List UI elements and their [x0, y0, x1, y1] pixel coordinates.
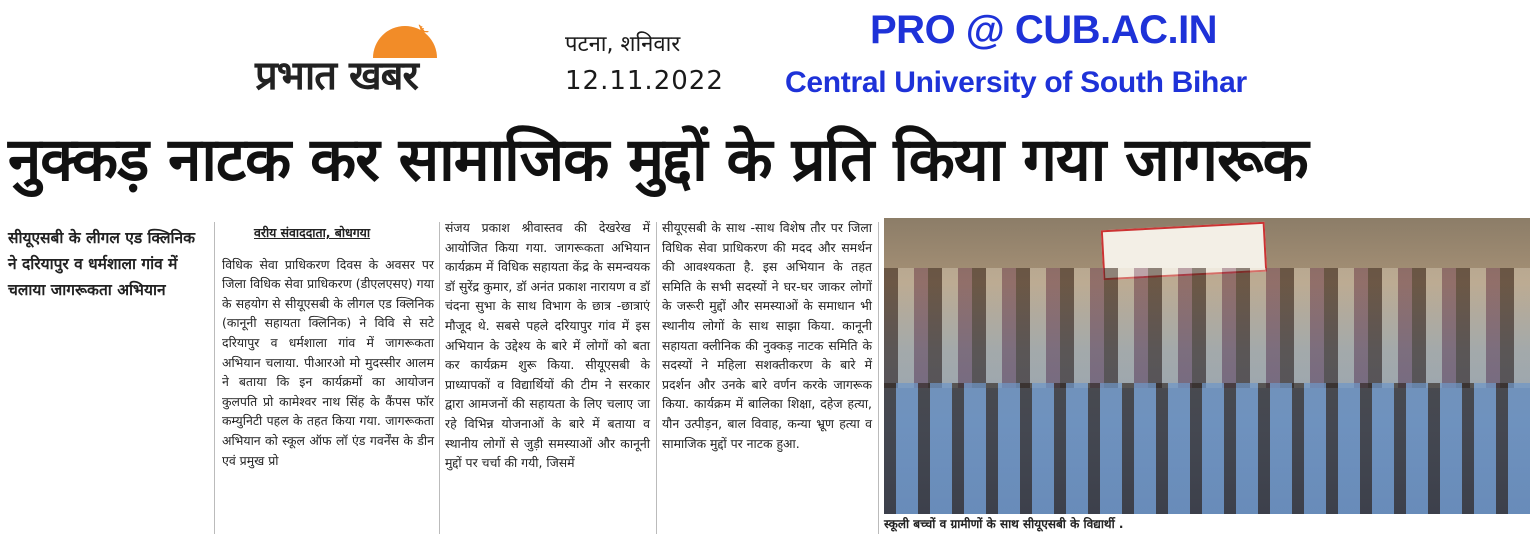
publication-date: 12.11.2022 — [565, 66, 724, 96]
article-column-3: सीयूएसबी के साथ -साथ विशेष तौर पर जिला विधिक सेवा प्राधिकरण की मदद और समर्थन की आवश्यकता है. इस अभियान के तहत समिति के सभी सदस्यों ने घर-घर जाकर लोगों के जरूरी मुद्दों और समस्याओं के समाधान भी स्थानीय लोगों के साथ साझा किया. कानूनी सहायता क्लीनिक की नुक्कड़ नाटक समिति के सदस्यों ने महिला सशक्तीकरण के बारे में प्रदर्शन और उनके बारे वर्णन करके जागरूक किया. कार्यक्रम में बालिका शिक्षा, दहेज हत्या, यौन उत्पीड़न, बाल विवाह, कन्या भ्रूण हत्या व सामाजिक मुद्दों पर नाटक हुआ. — [662, 220, 872, 451]
article-text-1: विधिक सेवा प्राधिकरण दिवस के अवसर पर जिला विधिक सेवा प्राधिकरण (डीएलएसए) गया के सहयोग से सीयूएसबी के लीगल एड क्लिनिक (कानूनी सहायता क्लिनिक) ने विवि से सटे दरियापुर व धर्मशाला गांव में जागरूकता अभियान चलाया. पीआरओ मो मुदस्सीर आलम ने बताया कि इन कार्यक्रमों का आयोजन कुलपति प्रो कामेश्वर नाथ सिंह के कैंपस फॉर कम्युनिटी पहल के तहत किया गया. जागरूकता अभियान को स्कूल ऑफ लॉ एंड गवर्नेंस के डीन एवं प्रमुख प्रो — [222, 256, 434, 468]
place-day: पटना, शनिवार — [565, 32, 681, 57]
column-divider — [214, 222, 215, 534]
article-column-1 — [222, 223, 434, 470]
photo-children-row — [884, 383, 1530, 514]
photo-caption: स्कूली बच्चों व ग्रामीणों के साथ सीयूएसबी के विद्यार्थी . — [884, 517, 1124, 531]
column-divider — [439, 222, 440, 534]
subheadline: सीयूएसबी के लीगल एड क्लिनिक ने दरियापुर व धर्मशाला गांव में चलाया जागरूकता अभियान — [8, 229, 196, 299]
newspaper-logo — [255, 20, 535, 100]
pro-email: PRO @ CUB.AC.IN — [870, 8, 1218, 52]
column-divider — [656, 222, 657, 534]
photo-adults-row — [884, 268, 1530, 388]
newspaper-name: प्रभात खबर — [255, 53, 418, 99]
dateline — [565, 28, 724, 96]
byline: वरीय संवाददाता, बोधगया — [254, 225, 371, 240]
university-name: Central University of South Bihar — [785, 66, 1247, 99]
column-divider — [878, 222, 879, 534]
article-column-2: संजय प्रकाश श्रीवास्तव की देखरेख में आयोजित किया गया. जागरूकता अभियान कार्यक्रम में विधिक सहायता केंद्र के समन्वयक डॉ सुरेंद्र कुमार, डॉ अनंत प्रकाश नारायण व डॉ चंदना सुभा के साथ विभाग के छात्र -छात्राएं मौजूद थे. सबसे पहले दरियापुर गांव में इस अभियान के उद्देश्य के बारे में लोगों को बता कर कार्यक्रम शुरू किया. सीयूएसबी के प्राध्यापकों व विद्यार्थियों की टीम ने सरकार द्वारा आमजनों की सहायता के लिए चलाए जा रहे विभिन्न योजनाओं के बारे में बताया व स्थानीय लोगों से जुड़ी समस्याओं और कानूनी मुद्दों पर चर्चा की गयी, जिसमें — [445, 220, 650, 471]
group-photo — [884, 218, 1530, 514]
bird-logo-icon: ✈ — [413, 20, 430, 44]
headline: नुक्कड़ नाटक कर सामाजिक मुद्दों के प्रति किया गया जागरूक — [8, 125, 1308, 195]
